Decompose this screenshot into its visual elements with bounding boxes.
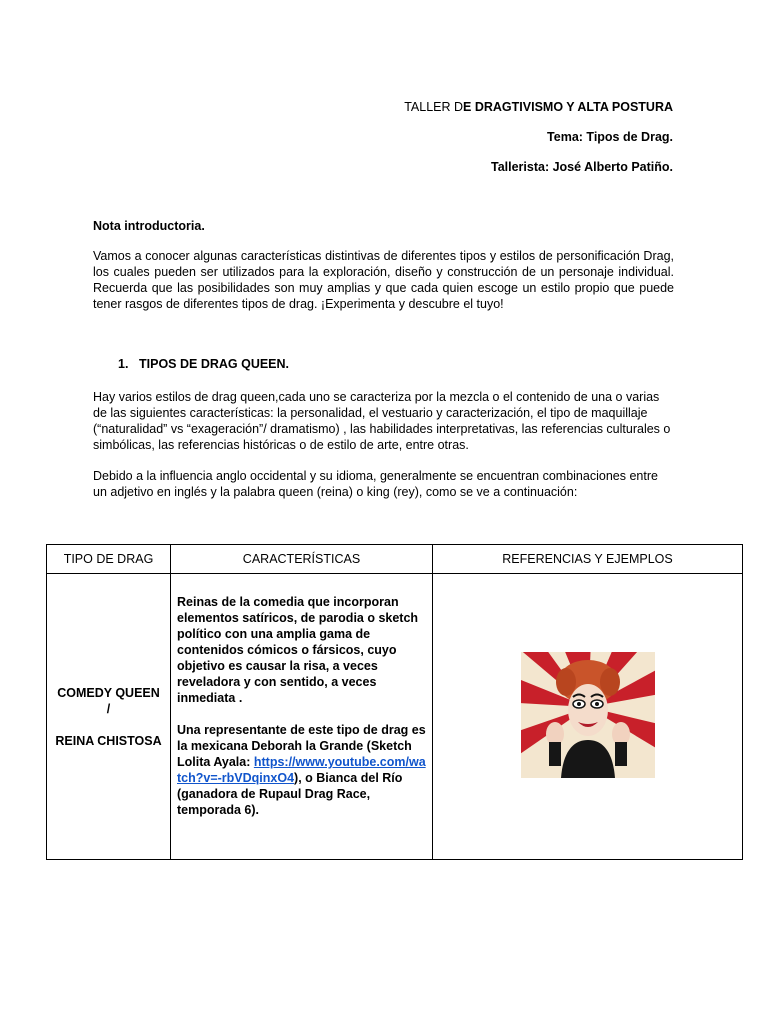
spacer: [47, 717, 170, 733]
cell-caracteristicas: [171, 574, 433, 860]
drag-types-table: [46, 544, 743, 860]
header-referencias: REFERENCIAS Y EJEMPLOS: [433, 545, 743, 574]
tipo-name-es: REINA CHISTOSA: [55, 733, 162, 748]
intro-note-title: Nota introductoria.: [93, 219, 205, 233]
cell-tipo: [47, 574, 171, 860]
workshop-title: TALLER DE DRAGTIVISMO Y ALTA POSTURA: [404, 100, 673, 114]
table-row: [47, 574, 743, 860]
presenter-line: Tallerista: José Alberto Patiño.: [491, 160, 673, 174]
header-caracteristicas: CARACTERÍSTICAS: [171, 545, 433, 574]
intro-note-body: Vamos a conocer algunas características distintivas de diferentes tipos y estilos de personificación Drag, los cuales pueden ser utilizados para la exploración, diseño y construcción de un personaje individual. Recuerda que las posibilidades son muy amplias y que cada quien escoge un estilo propio que puede tener rasgos de diferentes tipos de drag. ¡Experimenta y descubre el tuyo!: [93, 249, 674, 311]
youtube-link[interactable]: https://www.youtube.com/watch?v=-rbVDqinxO4: [177, 755, 426, 785]
header-tipo: TIPO DE DRAG: [47, 545, 171, 574]
table-header-row: [47, 545, 743, 574]
drag-queen-photo: [521, 652, 655, 778]
section-paragraph-1: Hay varios estilos de drag queen,cada uno se caracteriza por la mezcla o el contenido de una o varias de las siguientes características: la personalidad, el vestuario y caracterización, el tipo de maquillaje (“naturalidad” vs “exageración”/ dramatismo) , las habilidades interpretativas, las referencias culturales o simbólicas, las referencias históricas o de estilo de arte, entre otras.: [93, 390, 671, 452]
section-paragraph-2: Debido a la influencia anglo occidental y su idioma, generalmente se encuentran combinaciones entre un adjetivo en inglés y la palabra queen (reina) o king (rey), como se ve a continuación:: [93, 469, 658, 499]
carac-paragraph-2: Una representante de este tipo de drag es la mexicana Deborah la Grande (Sketch Lolita Ayala: https://www.youtube.com/watch?v=-rbVDqinxO4), o Bianca del Río (ganadora de Rupaul Drag Race, temporada 6).: [177, 723, 426, 817]
section-heading: [118, 357, 289, 371]
tipo-name-en: COMEDY QUEEN: [57, 685, 160, 700]
topic-line: Tema: Tipos de Drag.: [547, 130, 673, 144]
section-number: 1.: [118, 357, 129, 371]
drag-queen-illustration: [521, 652, 655, 778]
section-title: TIPOS DE DRAG QUEEN.: [139, 357, 290, 371]
carac-paragraph-1: Reinas de la comedia que incorporan elementos satíricos, de parodia o sketch político con una amplia gama de contenidos cómicos o fársicos, cuyo objetivo es causar la risa, a veces reveladora y con sentido, a veces inmediata .: [177, 595, 419, 705]
cell-referencias: [433, 574, 743, 860]
tipo-separator: /: [106, 701, 111, 716]
